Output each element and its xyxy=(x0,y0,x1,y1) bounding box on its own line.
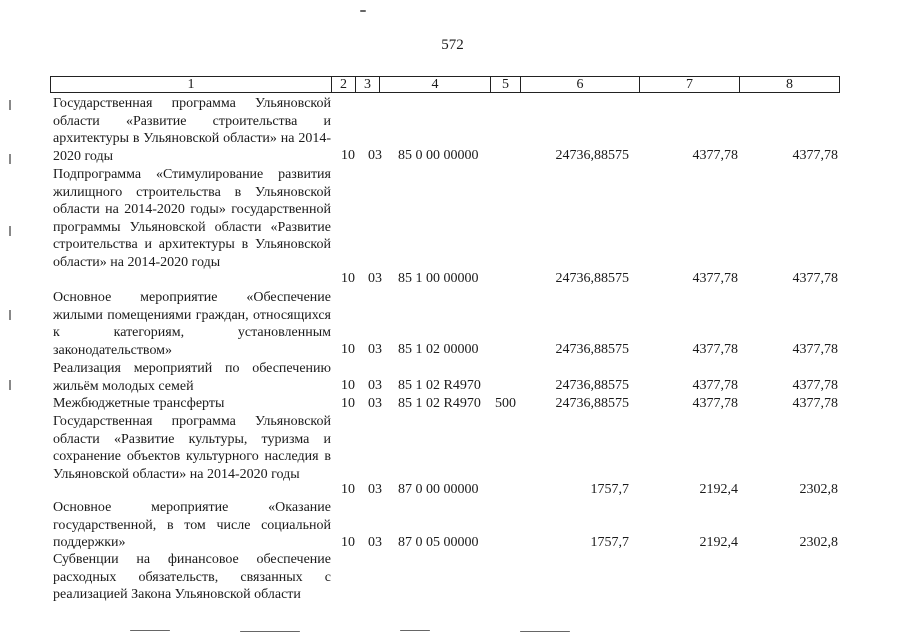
scan-edge-mark xyxy=(9,310,11,320)
cell-amount-1: 24736,88575 xyxy=(555,342,629,358)
cell-amount-3: 4377,78 xyxy=(792,148,838,164)
scan-edge-mark xyxy=(9,380,11,390)
cell-expense-type: 500 xyxy=(495,396,516,412)
cell-subsection: 03 xyxy=(368,535,382,551)
cell-subsection: 03 xyxy=(368,271,382,287)
row-description: Основное мероприятие «Обеспечение жилыми помещениями граждан, относящихся к категориям, установленным законодательством» xyxy=(53,290,331,358)
column-header-5: 5 xyxy=(491,77,521,92)
cell-subsection: 03 xyxy=(368,378,382,394)
row-description: Основное мероприятие «Оказание государственной, в том числе социальной поддержки» xyxy=(53,500,331,551)
table-row xyxy=(0,395,905,413)
cell-amount-1: 1757,7 xyxy=(590,482,629,498)
cell-amount-3: 4377,78 xyxy=(792,342,838,358)
cell-target-code: 85 1 02 R4970 xyxy=(398,396,481,412)
cell-amount-2: 4377,78 xyxy=(692,342,738,358)
row-description: Межбюджетные трансферты xyxy=(53,396,225,411)
cell-amount-2: 4377,78 xyxy=(692,271,738,287)
scan-dot xyxy=(240,631,300,632)
scan-dot xyxy=(360,10,366,12)
cell-amount-1: 24736,88575 xyxy=(555,378,629,394)
cell-amount-3: 4377,78 xyxy=(792,271,838,287)
row-description: Субвенции на финансовое обеспечение расходных обязательств, связанных с реализацией Закона Ульяновской области xyxy=(53,552,331,603)
column-header-1: 1 xyxy=(51,77,332,92)
cell-amount-2: 4377,78 xyxy=(692,396,738,412)
cell-subsection: 03 xyxy=(368,342,382,358)
scan-dot xyxy=(520,631,570,632)
cell-target-code: 87 0 05 00000 xyxy=(398,535,479,551)
cell-amount-2: 4377,78 xyxy=(692,378,738,394)
row-description: Государственная программа Ульяновской области «Развитие строительства и архитектуры в Ульяновской области» на 2014-2020 годы xyxy=(53,96,331,164)
cell-amount-1: 1757,7 xyxy=(590,535,629,551)
cell-subsection: 03 xyxy=(368,148,382,164)
column-header-2: 2 xyxy=(332,77,356,92)
cell-amount-3: 4377,78 xyxy=(792,378,838,394)
cell-amount-2: 2192,4 xyxy=(699,482,738,498)
cell-target-code: 85 1 02 00000 xyxy=(398,342,479,358)
table-row xyxy=(0,413,905,499)
column-header-4: 4 xyxy=(380,77,491,92)
cell-amount-2: 2192,4 xyxy=(699,535,738,551)
cell-section: 10 xyxy=(341,148,355,164)
cell-target-code: 87 0 00 00000 xyxy=(398,482,479,498)
cell-amount-1: 24736,88575 xyxy=(555,396,629,412)
column-header-8: 8 xyxy=(786,77,793,92)
cell-amount-3: 4377,78 xyxy=(792,396,838,412)
cell-subsection: 03 xyxy=(368,482,382,498)
table-row xyxy=(0,289,905,359)
cell-amount-3: 2302,8 xyxy=(799,535,838,551)
scan-dot xyxy=(400,630,430,631)
column-header-3: 3 xyxy=(356,77,380,92)
cell-target-code: 85 1 00 00000 xyxy=(398,271,479,287)
cell-section: 10 xyxy=(341,342,355,358)
table-row xyxy=(0,551,905,623)
row-description: Подпрограмма «Стимулирование развития жилищного строительства в Ульяновской области на 2014-2020 годы» государственной программы Ульяновской области «Развитие строительства и архитектуры в Ульяновской области» на 2014-2020 годы xyxy=(53,167,331,270)
column-header-6: 6 xyxy=(521,77,640,92)
cell-amount-3: 2302,8 xyxy=(799,482,838,498)
cell-amount-1: 24736,88575 xyxy=(555,271,629,287)
scan-edge-mark xyxy=(9,226,11,236)
table-row xyxy=(0,499,905,552)
cell-amount-1: 24736,88575 xyxy=(555,148,629,164)
cell-section: 10 xyxy=(341,396,355,412)
scan-edge-mark xyxy=(9,100,11,110)
table-row xyxy=(0,95,905,165)
cell-section: 10 xyxy=(341,535,355,551)
scan-dot xyxy=(130,630,170,631)
cell-target-code: 85 1 02 R4970 xyxy=(398,378,481,394)
column-header-7: 7 xyxy=(640,77,740,92)
scan-edge-mark xyxy=(9,154,11,164)
cell-section: 10 xyxy=(341,271,355,287)
row-description: Государственная программа Ульяновской области «Развитие культуры, туризма и сохранение объектов культурного наследия в Ульяновской области» на 2014-2020 годы xyxy=(53,414,331,482)
table-header xyxy=(50,76,840,93)
cell-target-code: 85 0 00 00000 xyxy=(398,148,479,164)
table-row xyxy=(0,166,905,288)
cell-amount-2: 4377,78 xyxy=(692,148,738,164)
cell-section: 10 xyxy=(341,482,355,498)
row-description: Реализация мероприятий по обеспечению жильём молодых семей xyxy=(53,361,331,394)
cell-section: 10 xyxy=(341,378,355,394)
table-row xyxy=(0,360,905,395)
page-number: 572 xyxy=(441,37,464,53)
cell-subsection: 03 xyxy=(368,396,382,412)
